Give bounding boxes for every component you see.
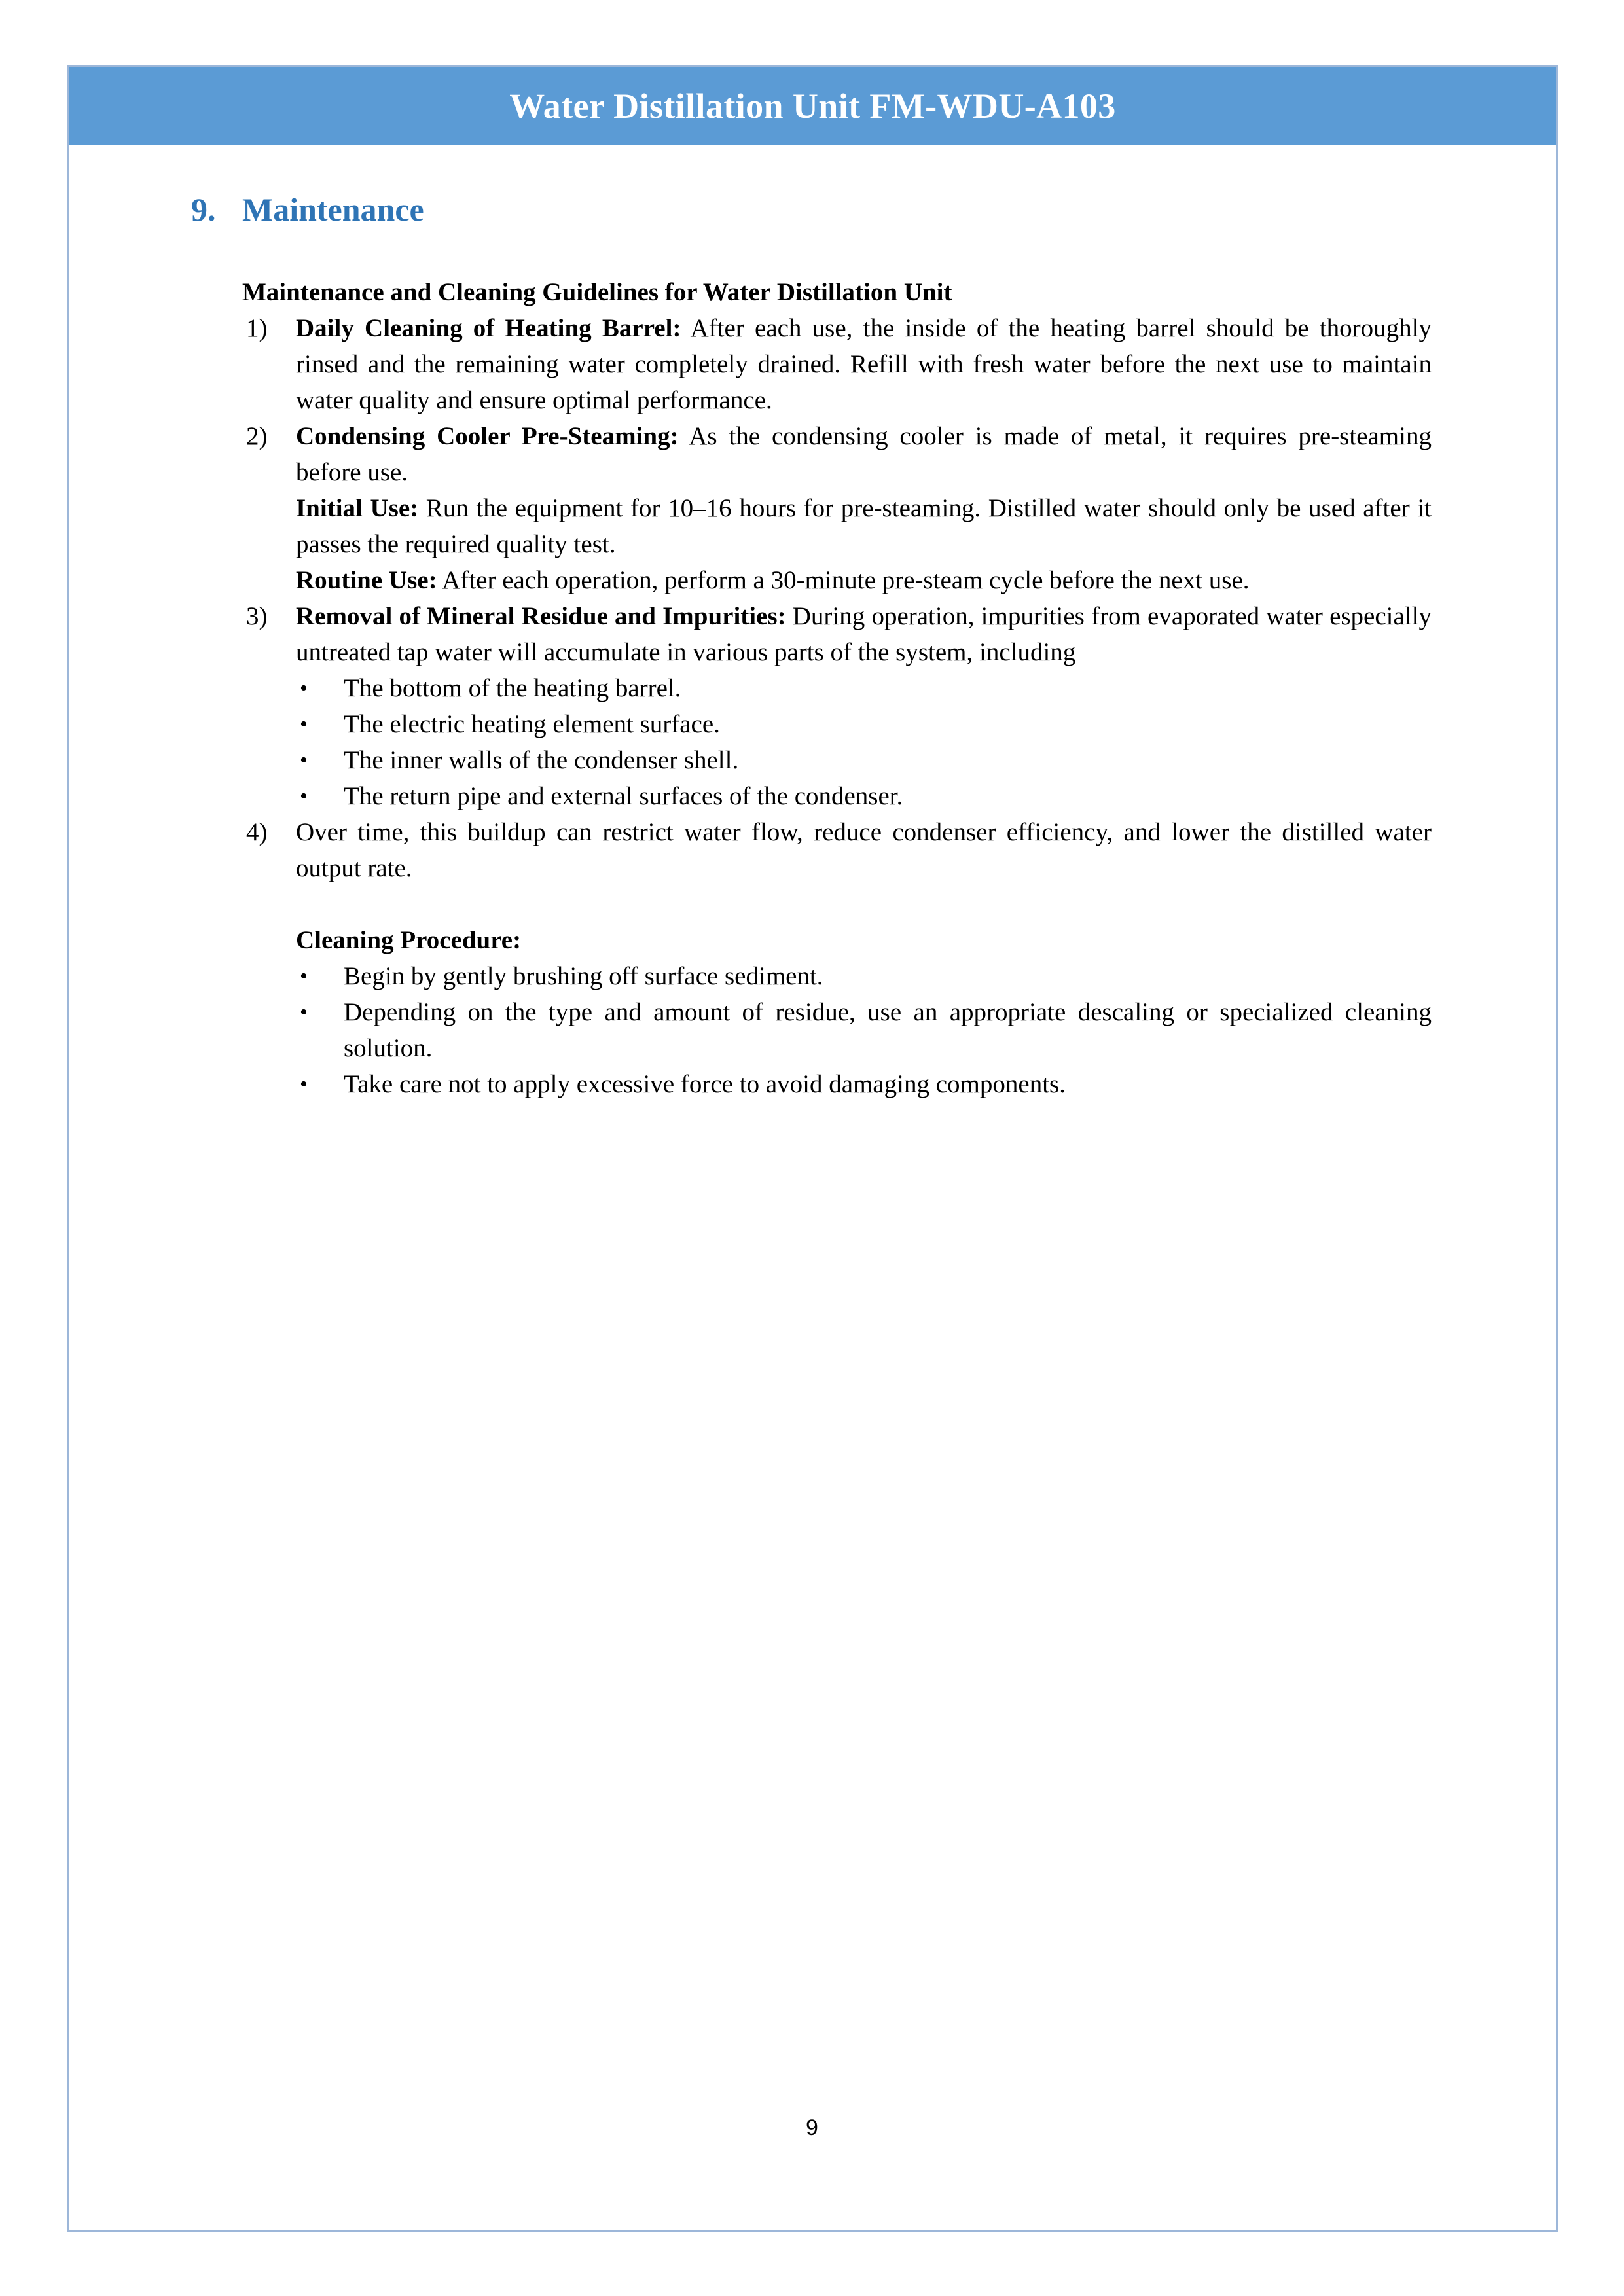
page-header-banner xyxy=(69,67,1556,145)
list-item xyxy=(242,706,1432,742)
bullet-icon: • xyxy=(300,712,308,736)
sub-paragraph-initial-use xyxy=(296,490,1432,562)
bullet-icon: • xyxy=(300,964,308,988)
maintenance-numbered-list xyxy=(242,310,1432,670)
list-item-text xyxy=(296,598,1432,670)
list-item-marker: 3) xyxy=(246,602,268,630)
list-item-marker: 1) xyxy=(246,314,268,342)
bullet-text: The electric heating element surface. xyxy=(344,710,720,738)
list-item xyxy=(242,670,1432,706)
bullet-text: Depending on the type and amount of residue, use an appropriate descaling or specialized cleaning solution. xyxy=(344,998,1432,1062)
list-item xyxy=(242,958,1432,994)
list-item xyxy=(242,994,1432,1066)
list-item-lead: Condensing Cooler Pre-Steaming: xyxy=(296,422,679,450)
sub-paragraph-body: Run the equipment for 10–16 hours for pre-steaming. Distilled water should only be used after it passes the required quality test. xyxy=(296,494,1432,558)
section-heading xyxy=(191,192,1435,227)
bullet-icon: • xyxy=(300,676,308,700)
bullet-text: The return pipe and external surfaces of the condenser. xyxy=(344,782,903,810)
list-item-text xyxy=(296,418,1432,490)
list-item-body: During operation, impurities from evaporated water especially untreated tap water will accumulate in various parts of the system, including xyxy=(296,602,1432,666)
list-item xyxy=(242,814,1432,886)
list-item xyxy=(242,310,1432,418)
list-item xyxy=(242,778,1432,814)
bullet-text: Begin by gently brushing off surface sediment. xyxy=(344,962,823,990)
paragraph-spacer xyxy=(242,886,1432,922)
list-item-body: After each use, the inside of the heating barrel should be thoroughly rinsed and the remaining water completely drained. Refill with fresh water before the next use to maintain water quality and ensure optimal performance. xyxy=(296,314,1432,414)
sub-paragraph-lead: Initial Use: xyxy=(296,494,419,522)
bullet-icon: • xyxy=(300,1072,308,1096)
list-item xyxy=(242,598,1432,670)
sub-paragraph-lead: Routine Use: xyxy=(296,566,437,594)
list-item-marker: 2) xyxy=(246,422,268,450)
maintenance-numbered-list-continued xyxy=(242,814,1432,886)
cleaning-procedure-heading: Cleaning Procedure: xyxy=(296,926,522,954)
list-item-text xyxy=(296,814,1432,886)
list-item-body: Over time, this buildup can restrict water flow, reduce condenser efficiency, and lower the distilled water output rate. xyxy=(296,818,1432,882)
section-title: Maintenance xyxy=(242,191,424,228)
intro-heading: Maintenance and Cleaning Guidelines for Water Distillation Unit xyxy=(242,278,952,306)
bullet-icon: • xyxy=(300,784,308,808)
list-item xyxy=(242,742,1432,778)
document-title: Water Distillation Unit FM-WDU-A103 xyxy=(509,86,1116,126)
sub-paragraph-body: After each operation, perform a 30-minute pre-steam cycle before the next use. xyxy=(437,566,1250,594)
section-number: 9. xyxy=(191,191,216,228)
list-item-text xyxy=(296,310,1432,418)
list-item-lead: Removal of Mineral Residue and Impurities: xyxy=(296,602,786,630)
bullet-icon: • xyxy=(300,1000,308,1024)
page-number: 9 xyxy=(806,2115,818,2140)
list-item-body: As the condensing cooler is made of metal, it requires pre-steaming before use. xyxy=(296,422,1432,486)
list-item xyxy=(242,1066,1432,1102)
bullet-text: Take care not to apply excessive force to avoid damaging components. xyxy=(344,1070,1066,1098)
list-item-lead: Daily Cleaning of Heating Barrel: xyxy=(296,314,681,342)
section-body xyxy=(242,274,1432,1102)
bullet-text: The bottom of the heating barrel. xyxy=(344,674,681,702)
bullet-text: The inner walls of the condenser shell. xyxy=(344,746,739,774)
cleaning-procedure-bullet-list xyxy=(242,958,1432,1102)
list-item xyxy=(242,418,1432,598)
residue-locations-bullet-list xyxy=(242,670,1432,814)
sub-paragraph-routine-use xyxy=(296,562,1432,598)
bullet-icon: • xyxy=(300,748,308,772)
list-item-marker: 4) xyxy=(246,818,268,846)
